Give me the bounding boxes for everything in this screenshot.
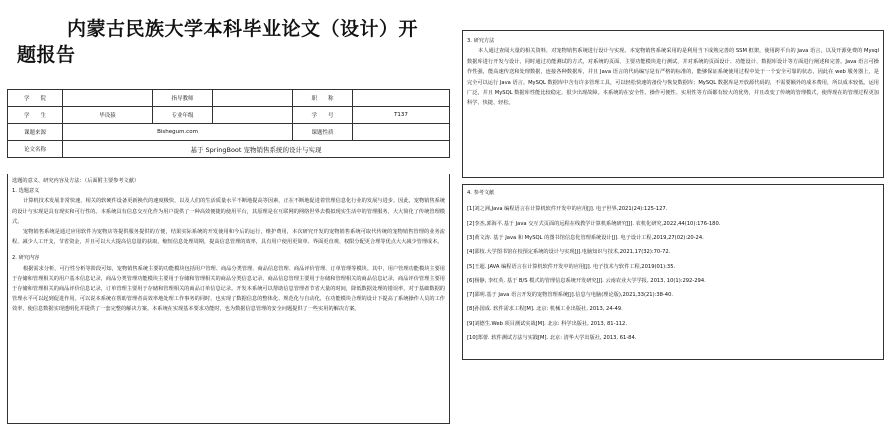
nature-label: 课题性质 <box>293 124 353 141</box>
info-row <box>8 124 450 141</box>
student-value: 毕设猿 <box>63 107 153 124</box>
advisor-label: 指导教师 <box>153 90 213 107</box>
reference-item: [3]黄文涛. 基于 Java 和 MySQL 的图书馆信息化管理系统设计[J]. 电子设计工程,2019,27(02):20-24. <box>467 235 704 241</box>
section-1-paragraph-2: 宠物销售系统是通过应用软件为宠物店等提供服务提供的方便，结果实际系统的开发使用和今后的运行，维护费用，本次研究开发的宠物销售系统可取代传统的宠物销售管理的业务流程，减少人工开支，节省资金，并且可以大大提高信息量的获取，缩短信息处理周期，提高信息管理的效率，具有用户使用更简单、界面更直观、权限分配更合理等优点大大减少管理成本。 <box>12 229 445 246</box>
major-label: 专业年级 <box>153 107 213 124</box>
title-value <box>353 90 450 107</box>
info-table <box>7 89 450 158</box>
reference-item: [8]孙国成. 软件需求工程[M]. 北京: 机械工业出版社, 2013, 24-49. <box>467 306 623 313</box>
reference-item: [1]刘之洲,Java 编程语言在计算机软件开发中的应用[J]. 电子世界,2021(24):125-127. <box>467 206 668 213</box>
reference-item: [6]杨静, 李红英. 基于 B/S 模式的管理信息系统开发研究[J]. 云南农业大学学报, 2013, 10(1):292-294. <box>467 277 706 284</box>
section-3-paragraph-1: 本人通过查阅大量的相关资料，对宠物销售系统进行设计与实现。本宠物销售系统采用的是利用当下成熟完善的 SSM 框架，使用跨平台的 Java 语言，以及开源免费的 Mysql 数据库进行开发与设计，同时通过功能测试的方式，对系统的页面、主要功能模块进行测试，并对系统的页面设计、功能设计、数据库设计等方面进行阐述和完善。Java 语言可操作性强，能高速传送和处理数据，连接各种数据库，并且 Java 语言的代码编写是有严格的标准的，能够保证系统使用过程中处于一个安全可靠的状态，因此在 web 服务器上，是完全可以运行 Java 语言。MySQL 数据库中含有许多管理工具，可以轻松快速的备份与恢复数据库；MySQL 数据库是开放源代码的，不需要额外的成本费用，所以成本较低。运用广泛，并且 MySQL 数据库性能比较稳定，很少出现故障。本系统的在安全性、操作可便性、实用性等方面都有较大的优势，并且改变了传统的管理模式，使得现在的管理过程更加科学、快捷、轻松。 <box>467 48 879 107</box>
section-2-paragraph-1: 根据需求分析，可行性分析等阶段可知，宠物销售系统主要的功能模块包括用户管理、商品分类管理、商品信息管理、商品评价管理、订单管理等模块。其中，用户管理功能模块主要用于存储和管理相关的用户基本信息记录，商品分类管理功能模块主要用于存储和管理相关的商品分类信息记录，商品信息管理主要用于存储和管理相关的商品信息记录，商品评价管理主要用于存储和管理相关的商品评价信息记录，订单管理主要用于存储和管理相关的商品订单信息记录。开发本系统可以帮助信息管理者节省大量的时间，降低数据处理的错误率，对于基础数据的管理水平可以起到促进作用。可以说本系统在帮助管理者高效率地处理工作事务的同时，也实现了数据信息的整体化、规范化与自动化，在功能模块合理的设计下提高了系统操作人员的工作效率，使信息数据实现透明化并提供了一套完整的解决方案。本系统在实现基本要求功能时，也为数据信息管理的安全问题提供了一些实用的解决方案。 <box>12 265 445 313</box>
section-1-title: 1. 选题意义 <box>12 188 40 195</box>
student-id-label: 学 号 <box>293 107 353 124</box>
reference-item: [10]郑蕾. 软件测试方法与实践[M]. 北京: 清华大学出版社, 2013, 61-84. <box>467 335 637 342</box>
topic-value: 基于 SpringBoot 宠物销售系统的设计与实现 <box>63 141 450 158</box>
college-value <box>63 90 153 107</box>
title-label: 职 称 <box>293 90 353 107</box>
section-2-title: 2. 研究内容 <box>12 255 40 262</box>
content-box <box>7 174 450 424</box>
advisor-value <box>213 90 293 107</box>
section-1-paragraph-1: 计算机技术发展非常快速，相关的软硬件设备更新换代的速度极快，以及人们的生活质量水平不断地提高等因素，正在不断地促进着管理信息化行业的发展与进步。因此，宠物销售系统的设计与实现是具有现实和可行性的。本系统具有信息交互化作为用户提供了一种高效便捷的使用平台，其原理是在互联网的网络世界去模拟现实生活中的管理服务，大大简化了传统管理模式。 <box>12 198 445 225</box>
source-value: Bishegum.com <box>63 124 293 141</box>
topic-label: 论文名称 <box>8 141 63 158</box>
student-label: 学 生 <box>8 107 63 124</box>
nature-value <box>353 124 450 141</box>
student-id-value: T137 <box>353 107 450 124</box>
reference-item: [7]邵明.基于 Java 语言开发的宠物管理系统[J].信息与电脑(理论版),2021,33(21):38-40. <box>467 292 674 299</box>
source-label: 课题来源 <box>8 124 63 141</box>
section-3-title: 3. 研究方法 <box>467 38 495 44</box>
method-box <box>462 30 884 178</box>
left-page <box>3 4 452 424</box>
reference-item: [4]邵枝.大学图书馆在校预定系统的设计与实现[J].电脑知识与技术,2021,17(32):70-72. <box>467 249 671 256</box>
info-row <box>8 107 450 124</box>
report-title: 内蒙古民族大学本科毕业论文（设计）开题报告 <box>17 18 419 66</box>
reference-item: [2]李杰,郭海平.基于 Java 交互式页面的远程在线教学计算机系统研究[J]. 农机化研究,2022,44(10):176-180. <box>467 220 721 227</box>
major-value <box>213 107 293 124</box>
info-row <box>8 90 450 107</box>
content-heading: 选题的意义、研究内容及方法：（后面附主要参考文献） <box>12 178 140 184</box>
info-row <box>8 141 450 158</box>
references-title: 4. 参考文献 <box>467 190 495 196</box>
college-label: 学 院 <box>8 90 63 107</box>
reference-item: [5]王超. JAVA 编程语言在计算机软件开发中的应用[J]. 电子技术与软件工程,2019(01):35. <box>467 263 676 270</box>
right-page <box>462 4 884 424</box>
reference-item: [9]刘德生.Web 项目测试实战[M]. 北京: 科学出版社, 2013, 81-112. <box>467 320 627 327</box>
references-box <box>462 184 884 360</box>
